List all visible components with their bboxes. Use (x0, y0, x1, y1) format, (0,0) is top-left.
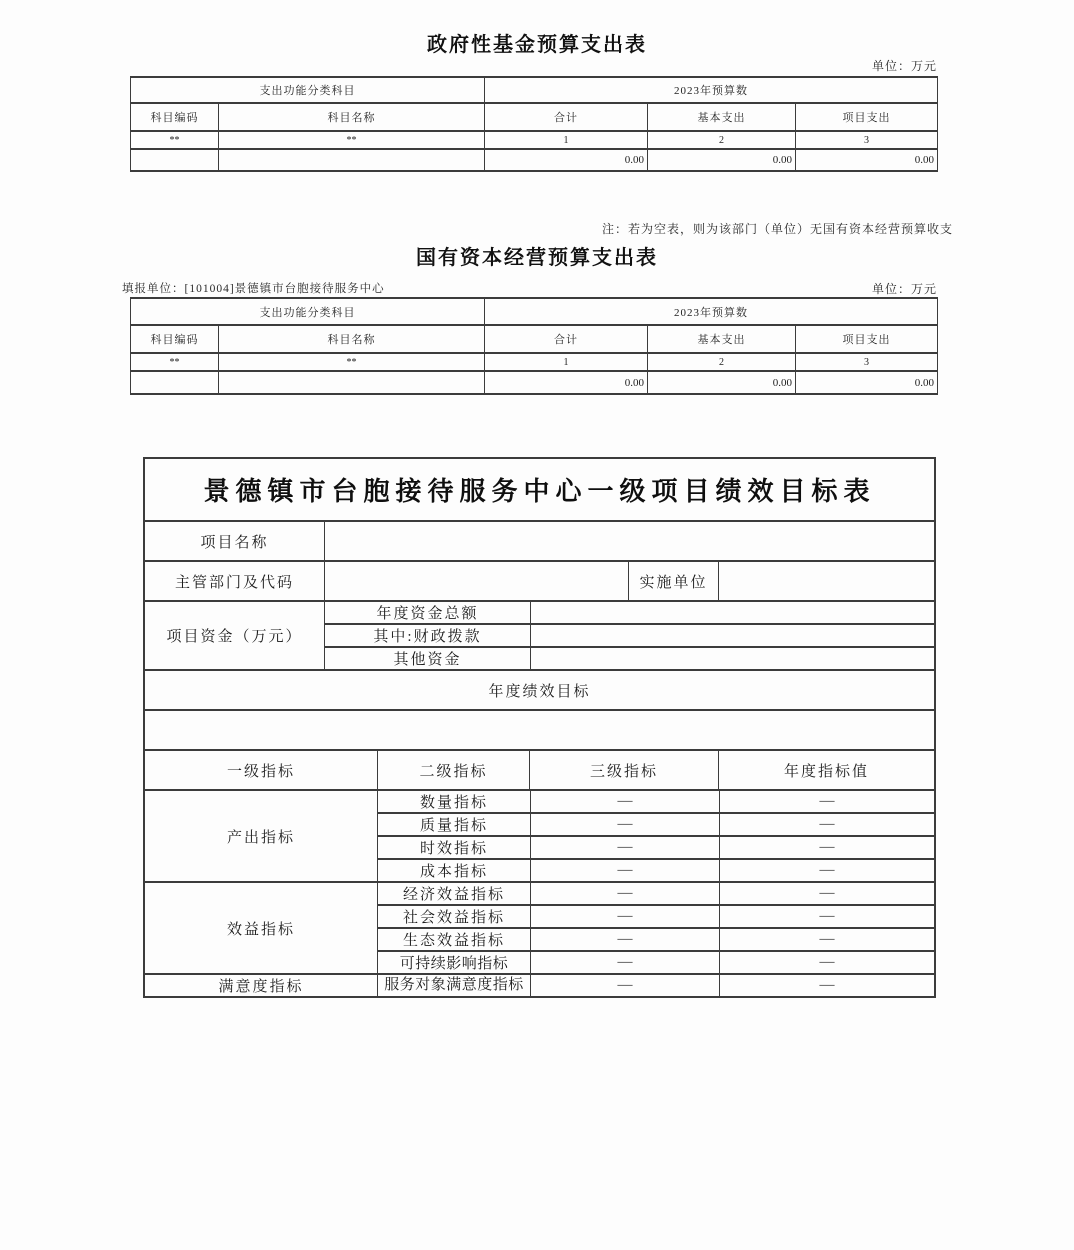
table-row (131, 149, 938, 171)
value-cell (219, 149, 485, 171)
indicator-level2-cell (378, 975, 530, 996)
value-cell: 0.00 (648, 149, 796, 171)
state-capital-budget-table (130, 297, 938, 395)
performance-table-title: 景德镇市台胞接待服务中心一级项目绩效目标表 (203, 477, 876, 506)
indicator-row (378, 791, 934, 812)
dept-row (145, 560, 934, 600)
code-cell: ** (131, 131, 219, 149)
indicator-level3-cell: — (530, 860, 719, 881)
indicator-value-cell: — (719, 929, 934, 950)
table-row (131, 371, 938, 394)
table-row (131, 77, 938, 103)
value-cell: 0.00 (796, 371, 938, 394)
benefit-indicator-rows (377, 883, 934, 973)
funds-total-row (325, 602, 934, 623)
header-budget-group: 2023年预算数 (485, 298, 938, 325)
code-cell: 2 (648, 353, 796, 371)
value-cell (131, 371, 219, 394)
indicator-level2-cell: 经济效益指标 (402, 887, 505, 903)
indicator-row (378, 858, 934, 881)
indicator-level2-cell: 社会效益指标 (402, 910, 505, 926)
gov-fund-budget-table (130, 76, 938, 172)
dept-label: 主管部门及代码 (174, 574, 294, 591)
indicator-row (378, 927, 934, 950)
value-cell: 0.00 (485, 149, 648, 171)
funds-other-label: 其他资金 (393, 652, 462, 668)
indicator-level3-cell: — (530, 837, 719, 858)
performance-target-table (143, 457, 936, 998)
col-header-basic: 基本支出 (648, 325, 796, 353)
col-header-total: 合计 (485, 325, 648, 353)
table-row (131, 298, 938, 325)
funds-other-row (325, 646, 934, 669)
satisfaction-indicator-label: 满意度指标 (218, 979, 304, 995)
project-name-label: 项目名称 (200, 534, 269, 551)
code-cell: 3 (796, 131, 938, 149)
benefit-indicator-label: 效益指标 (226, 921, 295, 938)
code-cell: 2 (648, 131, 796, 149)
indicator-header-level3: 三级指标 (529, 751, 718, 789)
value-cell: 0.00 (485, 371, 648, 394)
dept-value (324, 562, 628, 600)
indicator-header-annual-value: 年度指标值 (718, 751, 934, 789)
indicator-value-cell: — (719, 791, 934, 812)
funds-other-value (530, 648, 934, 669)
value-cell (219, 371, 485, 394)
table2-meta-row (122, 280, 937, 297)
indicator-value-cell: — (719, 952, 934, 973)
code-cell: 3 (796, 353, 938, 371)
indicator-level2-cell: 生态效益指标 (402, 933, 505, 949)
indicator-level2-cell: 数量指标 (419, 795, 488, 811)
table-row (131, 103, 938, 131)
annual-goal-header-row (145, 669, 934, 709)
indicator-level3-cell: — (530, 791, 719, 812)
value-cell (131, 149, 219, 171)
indicator-row (378, 812, 934, 835)
state-capital-table-title: 国有资本经营预算支出表 (416, 247, 658, 269)
indicator-header-level1: 一级指标 (226, 763, 295, 780)
code-cell: 1 (485, 131, 648, 149)
col-header-total: 合计 (485, 103, 648, 131)
code-cell: ** (219, 131, 485, 149)
indicator-header-row (145, 749, 934, 789)
indicator-level2-cell: 质量指标 (419, 818, 488, 834)
indicator-level2-cell: 可持续影响指标 (399, 956, 509, 972)
header-budget-group: 2023年预算数 (485, 77, 938, 103)
empty-table-note: 注：若为空表，则为该部门（单位）无国有资本经营预算收支 (601, 222, 953, 236)
col-header-basic: 基本支出 (648, 103, 796, 131)
indicator-level2-cell: 成本指标 (419, 864, 488, 880)
project-funds-group (145, 600, 934, 669)
value-cell: 0.00 (796, 149, 938, 171)
header-subject-group: 支出功能分类科目 (131, 298, 485, 325)
benefit-indicator-group (145, 881, 934, 973)
impl-unit-value (718, 562, 934, 600)
funds-total-value (530, 602, 934, 623)
indicator-value-cell: — (719, 883, 934, 904)
header-subject-group: 支出功能分类科目 (131, 77, 485, 103)
indicator-header-level2: 二级指标 (377, 751, 529, 789)
indicator-level3-cell: — (530, 883, 719, 904)
gov-fund-table-title: 政府性基金预算支出表 (427, 34, 647, 56)
funds-fiscal-label: 其中:财政拨款 (373, 629, 482, 645)
unit-label-table2: 单位：万元 (871, 282, 937, 296)
annual-goal-label: 年度绩效目标 (488, 683, 591, 700)
indicator-level3-cell: — (530, 929, 719, 950)
code-cell: 1 (485, 353, 648, 371)
satisfaction-indicator-rows (377, 975, 934, 996)
code-cell: ** (131, 353, 219, 371)
indicator-level3-cell: — (530, 952, 719, 973)
table-row (131, 353, 938, 371)
project-funds-rows (324, 602, 934, 669)
funds-total-label: 年度资金总额 (376, 606, 479, 622)
indicator-row (378, 904, 934, 927)
indicator-row (378, 950, 934, 973)
project-name-row (145, 520, 934, 560)
annual-goal-value-row (145, 709, 934, 749)
indicator-level3-cell: — (530, 814, 719, 835)
output-indicator-group (145, 789, 934, 881)
funds-fiscal-value (530, 625, 934, 646)
output-indicator-label: 产出指标 (226, 829, 295, 846)
indicator-level2-cell: 时效指标 (419, 841, 488, 857)
funds-fiscal-row (325, 623, 934, 646)
indicator-value-cell: — (719, 814, 934, 835)
col-header-subject-code: 科目编码 (131, 103, 219, 131)
satisfaction-indicator-group (145, 973, 934, 996)
indicator-value-cell: — (719, 906, 934, 927)
value-cell: 0.00 (648, 371, 796, 394)
table-row (131, 325, 938, 353)
unit-label-table1: 单位：万元 (871, 59, 937, 73)
code-cell: ** (219, 353, 485, 371)
indicator-level3-cell: — (530, 906, 719, 927)
indicator-row (378, 835, 934, 858)
col-header-subject-name: 科目名称 (219, 103, 485, 131)
col-header-subject-name: 科目名称 (219, 325, 485, 353)
project-name-value (324, 522, 934, 560)
indicator-level3-cell: — (530, 975, 719, 996)
indicator-row (378, 883, 934, 904)
indicator-level2-text: 服务对象满意度指标 (384, 977, 524, 994)
table-row (131, 131, 938, 149)
prepared-by-label: 填报单位：[101004]景德镇市台胞接待服务中心 (122, 283, 385, 295)
col-header-project: 项目支出 (796, 103, 938, 131)
project-funds-label: 项目资金（万元） (166, 629, 303, 645)
output-indicator-rows (377, 791, 934, 881)
col-header-project: 项目支出 (796, 325, 938, 353)
col-header-subject-code: 科目编码 (131, 325, 219, 353)
indicator-value-cell: — (719, 837, 934, 858)
indicator-value-cell: — (719, 975, 934, 996)
indicator-value-cell: — (719, 860, 934, 881)
indicator-row (378, 975, 934, 996)
annual-goal-value (145, 711, 934, 749)
impl-unit-label: 实施单位 (628, 562, 718, 600)
